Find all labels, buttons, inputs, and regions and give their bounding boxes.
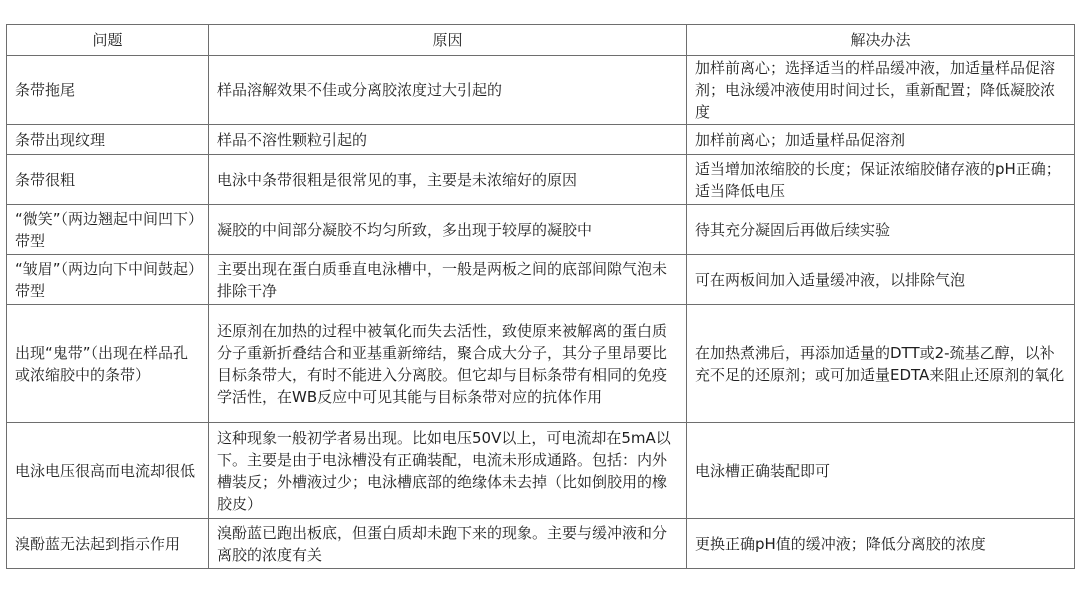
- cause-cell: 主要出现在蛋白质垂直电泳槽中，一般是两板之间的底部间隙气泡未排除干净: [209, 255, 687, 305]
- table-row: [7, 519, 1075, 569]
- cause-cell: 这种现象一般初学者易出现。比如电压50V以上，可电流却在5mA以下。主要是由于电泳槽没有正确装配，电流未形成通路。包括：内外槽装反；外槽液过少；电泳槽底部的绝缘体未去掉（比如倒胶用的橡胶皮）: [209, 423, 687, 519]
- table-row: [7, 423, 1075, 519]
- header-problem: 问题: [7, 25, 209, 56]
- cause-cell: 样品溶解效果不佳或分离胶浓度过大引起的: [209, 56, 687, 125]
- solution-cell: 加样前离心；选择适当的样品缓冲液，加适量样品促溶剂；电泳缓冲液使用时间过长，重新配置；降低凝胶浓度: [687, 56, 1075, 125]
- problem-cell: 电泳电压很高而电流却很低: [7, 423, 209, 519]
- problem-cell: “微笑”（两边翘起中间凹下）带型: [7, 205, 209, 255]
- table-row: [7, 205, 1075, 255]
- cause-cell: 溴酚蓝已跑出板底，但蛋白质却未跑下来的现象。主要与缓冲液和分离胶的浓度有关: [209, 519, 687, 569]
- problem-cell: 出现“鬼带”（出现在样品孔或浓缩胶中的条带）: [7, 305, 209, 423]
- cause-cell: 样品不溶性颗粒引起的: [209, 125, 687, 155]
- problem-cell: 溴酚蓝无法起到指示作用: [7, 519, 209, 569]
- solution-cell: 电泳槽正确装配即可: [687, 423, 1075, 519]
- cause-cell: 电泳中条带很粗是很常见的事，主要是未浓缩好的原因: [209, 155, 687, 205]
- table-row: [7, 56, 1075, 125]
- solution-cell: 适当增加浓缩胶的长度；保证浓缩胶储存液的pH正确；适当降低电压: [687, 155, 1075, 205]
- problem-cell: 条带拖尾: [7, 56, 209, 125]
- problem-cell: “皱眉”（两边向下中间鼓起）带型: [7, 255, 209, 305]
- table-container: [6, 24, 1074, 569]
- solution-cell: 待其充分凝固后再做后续实验: [687, 205, 1075, 255]
- solution-cell: 加样前离心；加适量样品促溶剂: [687, 125, 1075, 155]
- cause-cell: 还原剂在加热的过程中被氧化而失去活性，致使原来被解离的蛋白质分子重新折叠结合和亚基重新缔结，聚合成大分子，其分子里昂要比目标条带大，有时不能进入分离胶。但它却与目标条带有相同的免疫学活性，在WB反应中可见其能与目标条带对应的抗体作用: [209, 305, 687, 423]
- table-row: [7, 305, 1075, 423]
- table-row: [7, 125, 1075, 155]
- solution-cell: 可在两板间加入适量缓冲液，以排除气泡: [687, 255, 1075, 305]
- header-row: [7, 25, 1075, 56]
- problem-cell: 条带出现纹理: [7, 125, 209, 155]
- table-row: [7, 255, 1075, 305]
- solution-cell: 在加热煮沸后，再添加适量的DTT或2-巯基乙醇，以补充不足的还原剂；或可加适量EDTA来阻止还原剂的氧化: [687, 305, 1075, 423]
- header-cause: 原因: [209, 25, 687, 56]
- header-solution: 解决办法: [687, 25, 1075, 56]
- troubleshooting-table: [6, 24, 1075, 569]
- cause-cell: 凝胶的中间部分凝胶不均匀所致，多出现于较厚的凝胶中: [209, 205, 687, 255]
- problem-cell: 条带很粗: [7, 155, 209, 205]
- table-row: [7, 155, 1075, 205]
- solution-cell: 更换正确pH值的缓冲液；降低分离胶的浓度: [687, 519, 1075, 569]
